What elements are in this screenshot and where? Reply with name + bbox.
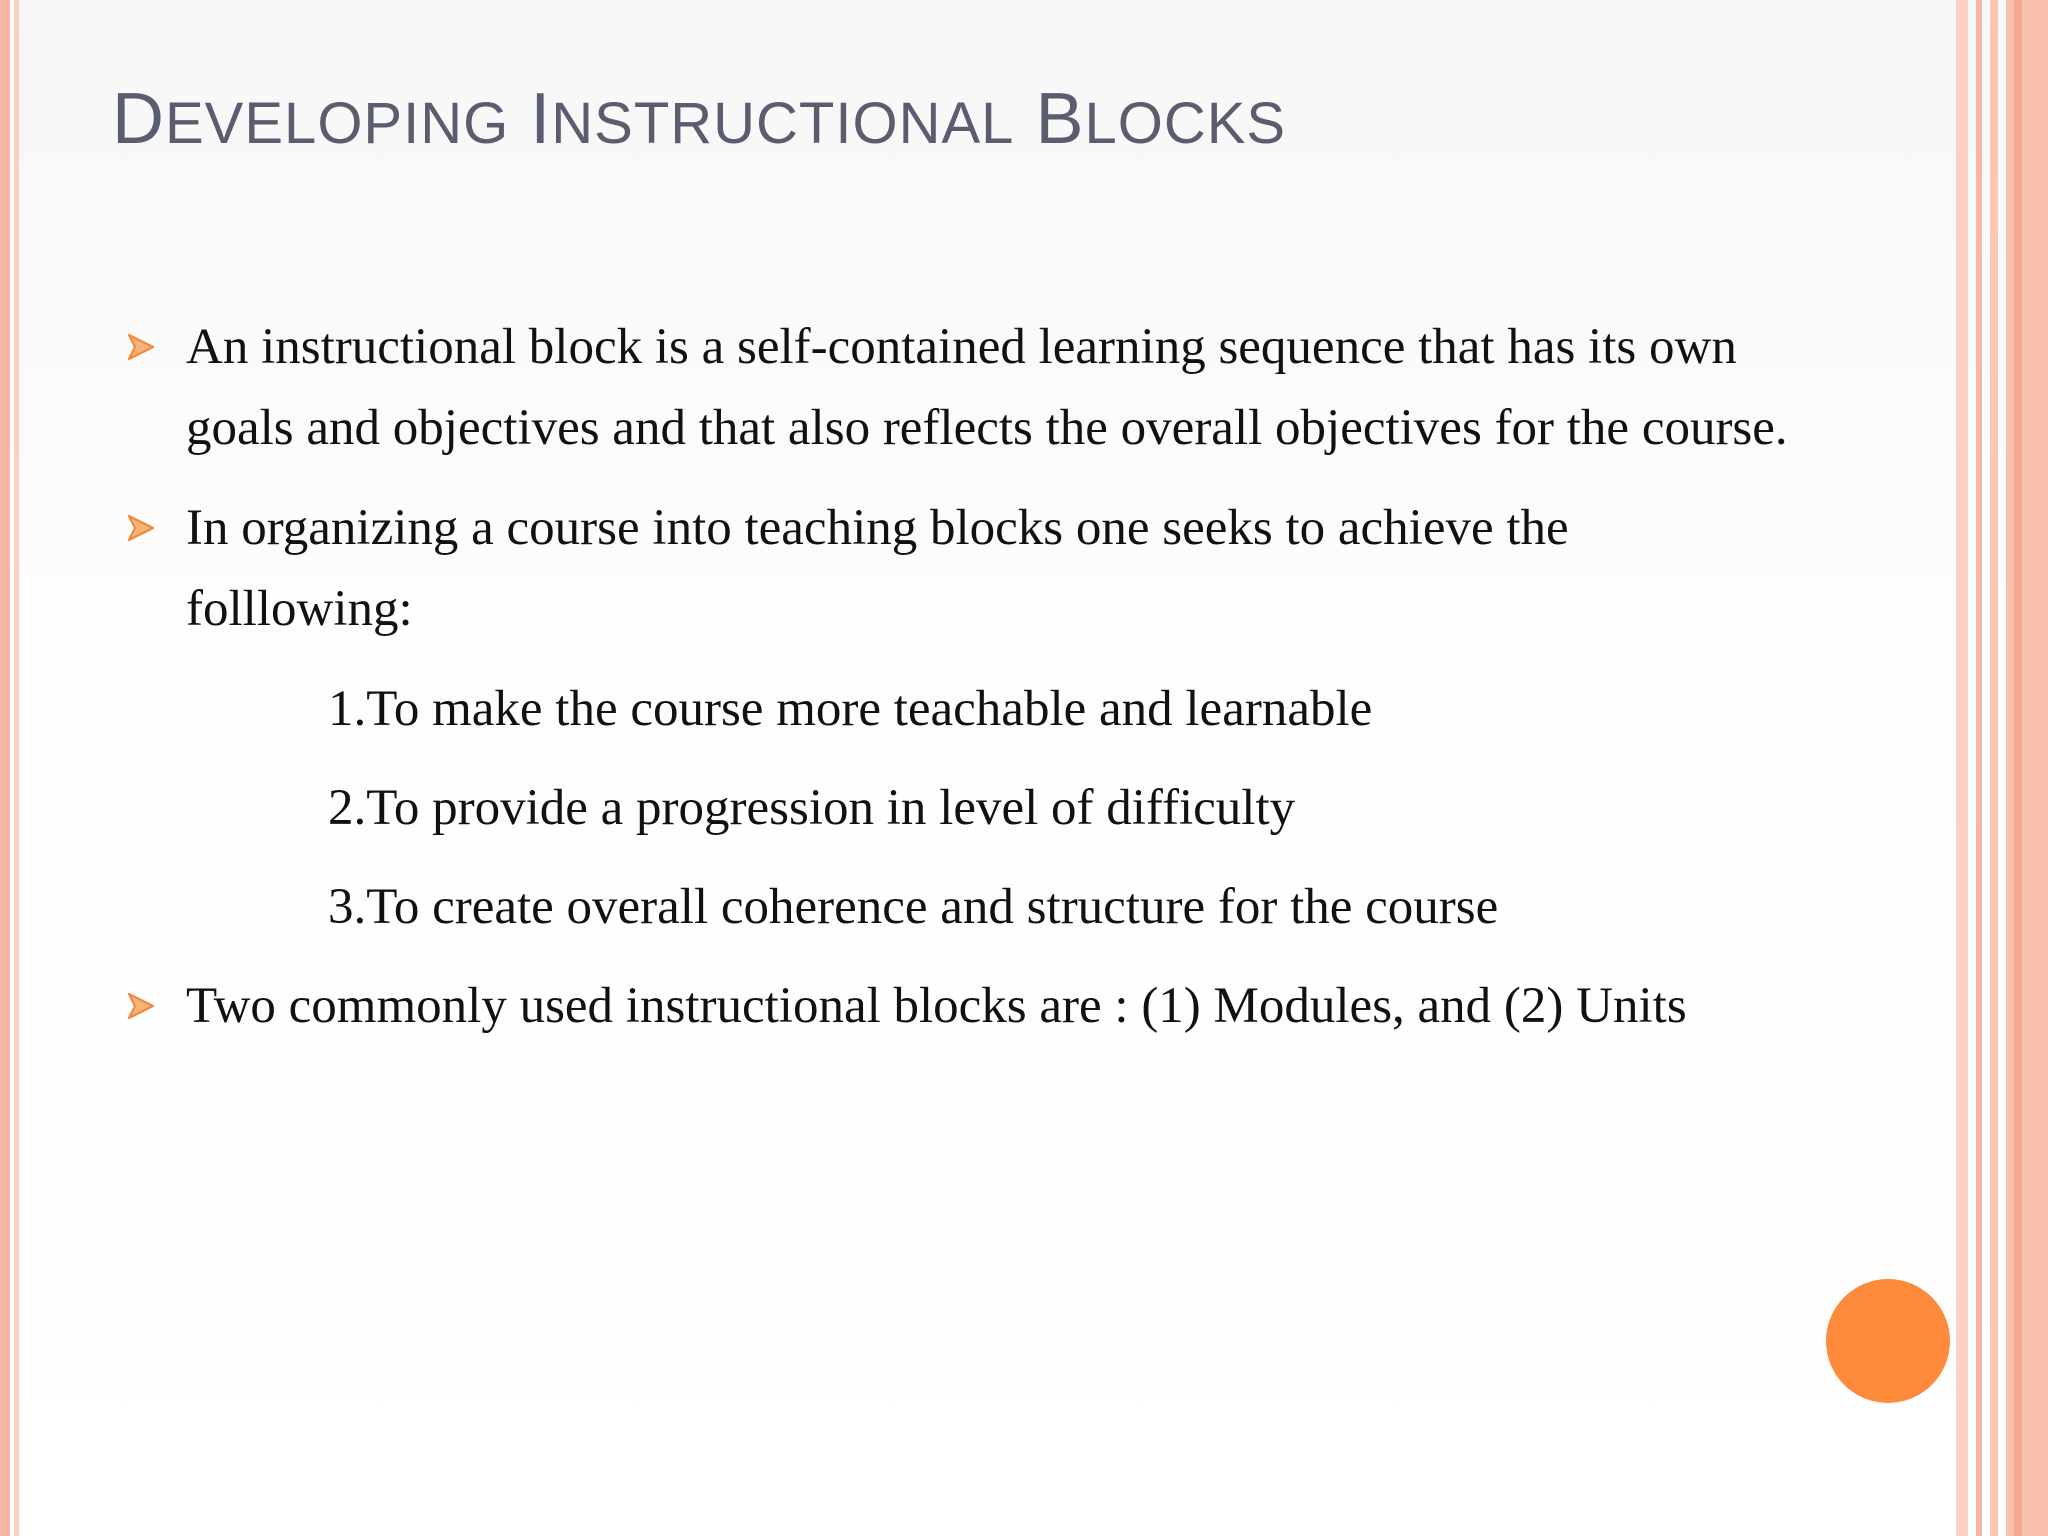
slide-title [112,78,1286,160]
arrow-bullet-icon [126,332,156,362]
right-stripe-5 [2014,0,2022,1536]
right-stripe-3 [1990,0,1998,1536]
numbered-item-1: 1.To make the course more teachable and learnable [328,681,1373,737]
right-stripe-4 [2006,0,2048,1536]
numbered-item-3: 3.To create overall coherence and structure for the course [328,879,1499,935]
bullet-1-line-1: An instructional block is a self-contained learning sequence that has its own [186,319,1737,375]
bullet-3-line-1: Two commonly used instructional blocks are : (1) Modules, and (2) Units [186,978,1687,1034]
title-word-3-rest: LOCKS [1084,91,1287,156]
title-word-1-rest: EVELOPING [165,91,510,156]
arrow-bullet-icon [126,513,156,543]
left-stripe-outer [0,0,10,1536]
title-word-3-cap: B [1035,79,1085,159]
title-word-2-cap: I [530,79,552,159]
right-stripe-1 [1956,0,1968,1536]
title-word-2-rest: NSTRUCTIONAL [551,91,1015,156]
bullet-2-line-1: In organizing a course into teaching blocks one seeks to achieve the [186,500,1569,556]
left-stripe-inner [14,0,19,1536]
arrow-bullet-icon [126,991,156,1021]
bullet-2-line-2: folllowing: [186,581,413,637]
orange-circle-decoration [1826,1279,1950,1403]
title-word-1-cap: D [112,79,165,159]
right-stripe-2 [1976,0,1982,1536]
numbered-item-2: 2.To provide a progression in level of difficulty [328,780,1296,836]
bullet-1-line-2: goals and objectives and that also reflects the overall objectives for the course. [186,400,1788,456]
